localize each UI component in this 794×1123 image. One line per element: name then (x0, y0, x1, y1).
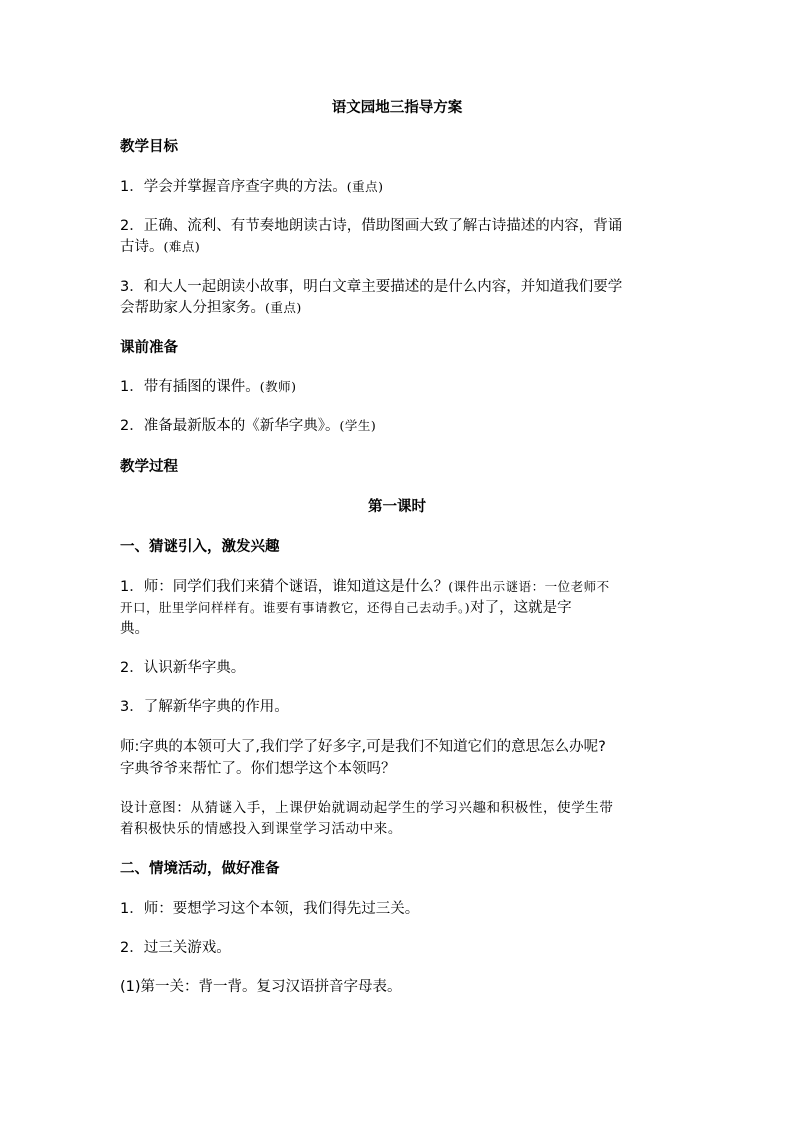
teacher-line-2: 字典爷爷来帮忙了。你们想学这个本领吗？ (120, 761, 396, 777)
design-intent-line-1: 设计意图：从猜谜入手，上课伊始就调动起学生的学习兴趣和积极性，使学生带 (120, 800, 614, 816)
goal-2-text-end: 古诗。 (120, 239, 164, 255)
design-intent-line-2: 着积极快乐的情感投入到课堂学习活动中来。 (120, 821, 402, 837)
goal-2-tag: (难点) (163, 239, 201, 254)
section-heading-process: 教学过程 (120, 459, 178, 475)
section-heading-goals: 教学目标 (120, 139, 178, 155)
step2-1: 1．师：要想学习这个本领，我们得先过三关。 (120, 901, 420, 917)
step-1-line-3: 典。 (120, 621, 149, 637)
step-3: 3．了解新华字典的作用。 (120, 699, 289, 715)
goal-1-tag: (重点) (346, 179, 384, 194)
goal-3-tag: (重点) (265, 300, 302, 315)
step-1-text-cont: 对了，这就是字 (470, 600, 572, 616)
prep-2-tag: (学生) (339, 418, 377, 433)
step2-2: 2．过三关游戏。 (120, 940, 231, 956)
riddle-note-start: (课件出示谜语：一位老师不 (448, 579, 610, 594)
prep-1-text: 1．带有插图的课件。 (120, 379, 260, 395)
goal-2-line-2 (120, 236, 680, 258)
step-1-line-2 (120, 597, 680, 619)
riddle-note-end: 开口，肚里学问样样有。谁要有事请教它，还得自己去动手。) (120, 600, 471, 615)
goal-3-line-2 (120, 297, 680, 319)
step2-3: (1)第一关：背一背。复习汉语拼音字母表。 (120, 979, 402, 995)
teacher-line-1: 师:字典的本领可大了,我们学了好多字,可是我们不知道它们的意思怎么办呢? (120, 739, 606, 755)
step-2: 2．认识新华字典。 (120, 660, 246, 676)
goal-3-text-end: 会帮助家人分担家务。 (120, 300, 265, 316)
goal-1-text: 1．学会并掌握音序查字典的方法。 (120, 179, 347, 195)
prep-2 (120, 415, 680, 437)
step-1-text: 1．师：同学们我们来猜个谜语，谁知道这是什么？ (120, 579, 449, 595)
part-2-heading: 二、情境活动，做好准备 (120, 861, 280, 877)
part-1-heading: 一、猜谜引入，激发兴趣 (120, 539, 280, 555)
section-heading-prep: 课前准备 (120, 340, 178, 356)
goal-2-line-1: 2．正确、流利、有节奏地朗读古诗，借助图画大致了解古诗描述的内容，背诵 (120, 218, 623, 234)
step-1-line-1 (120, 576, 680, 598)
lesson-title: 第一课时 (368, 499, 426, 515)
document-title: 语文园地三指导方案 (331, 100, 463, 116)
goal-1 (120, 176, 680, 198)
goal-3-line-1: 3．和大人一起朗读小故事，明白文章主要描述的是什么内容，并知道我们要学 (120, 279, 623, 295)
prep-1 (120, 376, 680, 398)
prep-1-tag: (教师) (259, 379, 297, 394)
prep-2-text: 2．准备最新版本的《新华字典》。 (120, 418, 340, 434)
